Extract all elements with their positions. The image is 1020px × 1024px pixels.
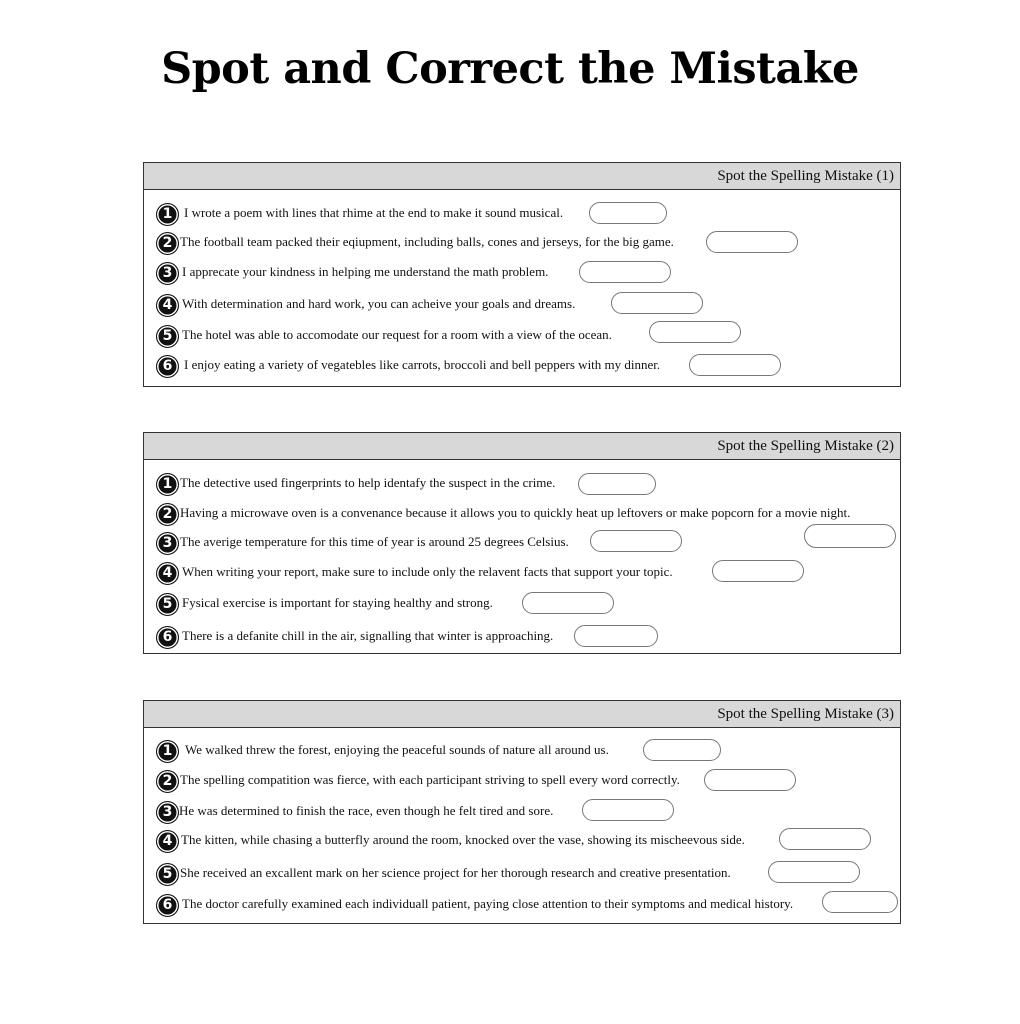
answer-input[interactable] bbox=[706, 231, 798, 253]
section-header: Spot the Spelling Mistake (2) bbox=[144, 433, 900, 460]
question-text: The spelling compatition was fierce, with each participant striving to spell every word correctly. bbox=[180, 772, 680, 787]
question-text: With determination and hard work, you can acheive your goals and dreams. bbox=[182, 296, 576, 311]
answer-input[interactable] bbox=[768, 861, 860, 883]
answer-input[interactable] bbox=[582, 799, 674, 821]
number-badge: 3 bbox=[156, 532, 179, 555]
number-badge: 1 bbox=[156, 740, 179, 763]
question-text: Having a microwave oven is a convenance because it allows you to quickly heat up leftovers or make popcorn for a movie night. bbox=[180, 505, 851, 520]
answer-input[interactable] bbox=[589, 202, 667, 224]
question-text: Fysical exercise is important for staying healthy and strong. bbox=[182, 595, 493, 610]
answer-input[interactable] bbox=[822, 891, 898, 913]
number-badge: 3 bbox=[156, 801, 179, 824]
section-1 bbox=[143, 162, 901, 387]
number-badge: 4 bbox=[156, 830, 179, 853]
section-3 bbox=[143, 700, 901, 924]
answer-input[interactable] bbox=[779, 828, 871, 850]
question-text: He was determined to finish the race, even though he felt tired and sore. bbox=[179, 803, 554, 818]
section-header: Spot the Spelling Mistake (3) bbox=[144, 701, 900, 728]
answer-input[interactable] bbox=[649, 321, 741, 343]
question-text: The kitten, while chasing a butterfly around the room, knocked over the vase, showing its mischeevous side. bbox=[181, 832, 745, 847]
question-text: There is a defanite chill in the air, signalling that winter is approaching. bbox=[182, 628, 554, 643]
question-text: The doctor carefully examined each individuall patient, paying close attention to their symptoms and medical history. bbox=[182, 896, 794, 911]
answer-input[interactable] bbox=[590, 530, 682, 552]
number-badge: 2 bbox=[156, 503, 179, 526]
question-text: When writing your report, make sure to include only the relavent facts that support your topic. bbox=[182, 564, 673, 579]
page-title: Spot and Correct the Mistake bbox=[161, 44, 859, 94]
question-text: We walked threw the forest, enjoying the peaceful sounds of nature all around us. bbox=[185, 742, 609, 757]
section-2 bbox=[143, 432, 901, 654]
question-text: I wrote a poem with lines that rhime at the end to make it sound musical. bbox=[184, 205, 564, 220]
number-badge: 4 bbox=[156, 562, 179, 585]
section-header: Spot the Spelling Mistake (1) bbox=[144, 163, 900, 190]
question-text: She received an excallent mark on her science project for her thorough research and creative presentation. bbox=[180, 865, 731, 880]
answer-input[interactable] bbox=[704, 769, 796, 791]
question-text: The football team packed their eqiupment, including balls, cones and jerseys, for the big game. bbox=[180, 234, 674, 249]
question-text: The detective used fingerprints to help identafy the suspect in the crime. bbox=[180, 475, 556, 490]
number-badge: 6 bbox=[156, 355, 179, 378]
number-badge: 6 bbox=[156, 626, 179, 649]
number-badge: 6 bbox=[156, 894, 179, 917]
answer-input[interactable] bbox=[804, 524, 896, 548]
number-badge: 1 bbox=[156, 203, 179, 226]
number-badge: 5 bbox=[156, 863, 179, 886]
answer-input[interactable] bbox=[522, 592, 614, 614]
number-badge: 4 bbox=[156, 294, 179, 317]
question-text: The averige temperature for this time of year is around 25 degrees Celsius. bbox=[180, 534, 569, 549]
question-text: I enjoy eating a variety of vegatebles like carrots, broccoli and bell peppers with my dinner. bbox=[184, 357, 661, 372]
answer-input[interactable] bbox=[574, 625, 658, 647]
number-badge: 2 bbox=[156, 232, 179, 255]
answer-input[interactable] bbox=[712, 560, 804, 582]
answer-input[interactable] bbox=[643, 739, 721, 761]
answer-input[interactable] bbox=[579, 261, 671, 283]
answer-input[interactable] bbox=[578, 473, 656, 495]
number-badge: 5 bbox=[156, 325, 179, 348]
question-text: The hotel was able to accomodate our request for a room with a view of the ocean. bbox=[182, 327, 612, 342]
answer-input[interactable] bbox=[611, 292, 703, 314]
number-badge: 2 bbox=[156, 770, 179, 793]
number-badge: 1 bbox=[156, 473, 179, 496]
number-badge: 5 bbox=[156, 593, 179, 616]
answer-input[interactable] bbox=[689, 354, 781, 376]
number-badge: 3 bbox=[156, 262, 179, 285]
question-text: I apprecate your kindness in helping me understand the math problem. bbox=[182, 264, 549, 279]
